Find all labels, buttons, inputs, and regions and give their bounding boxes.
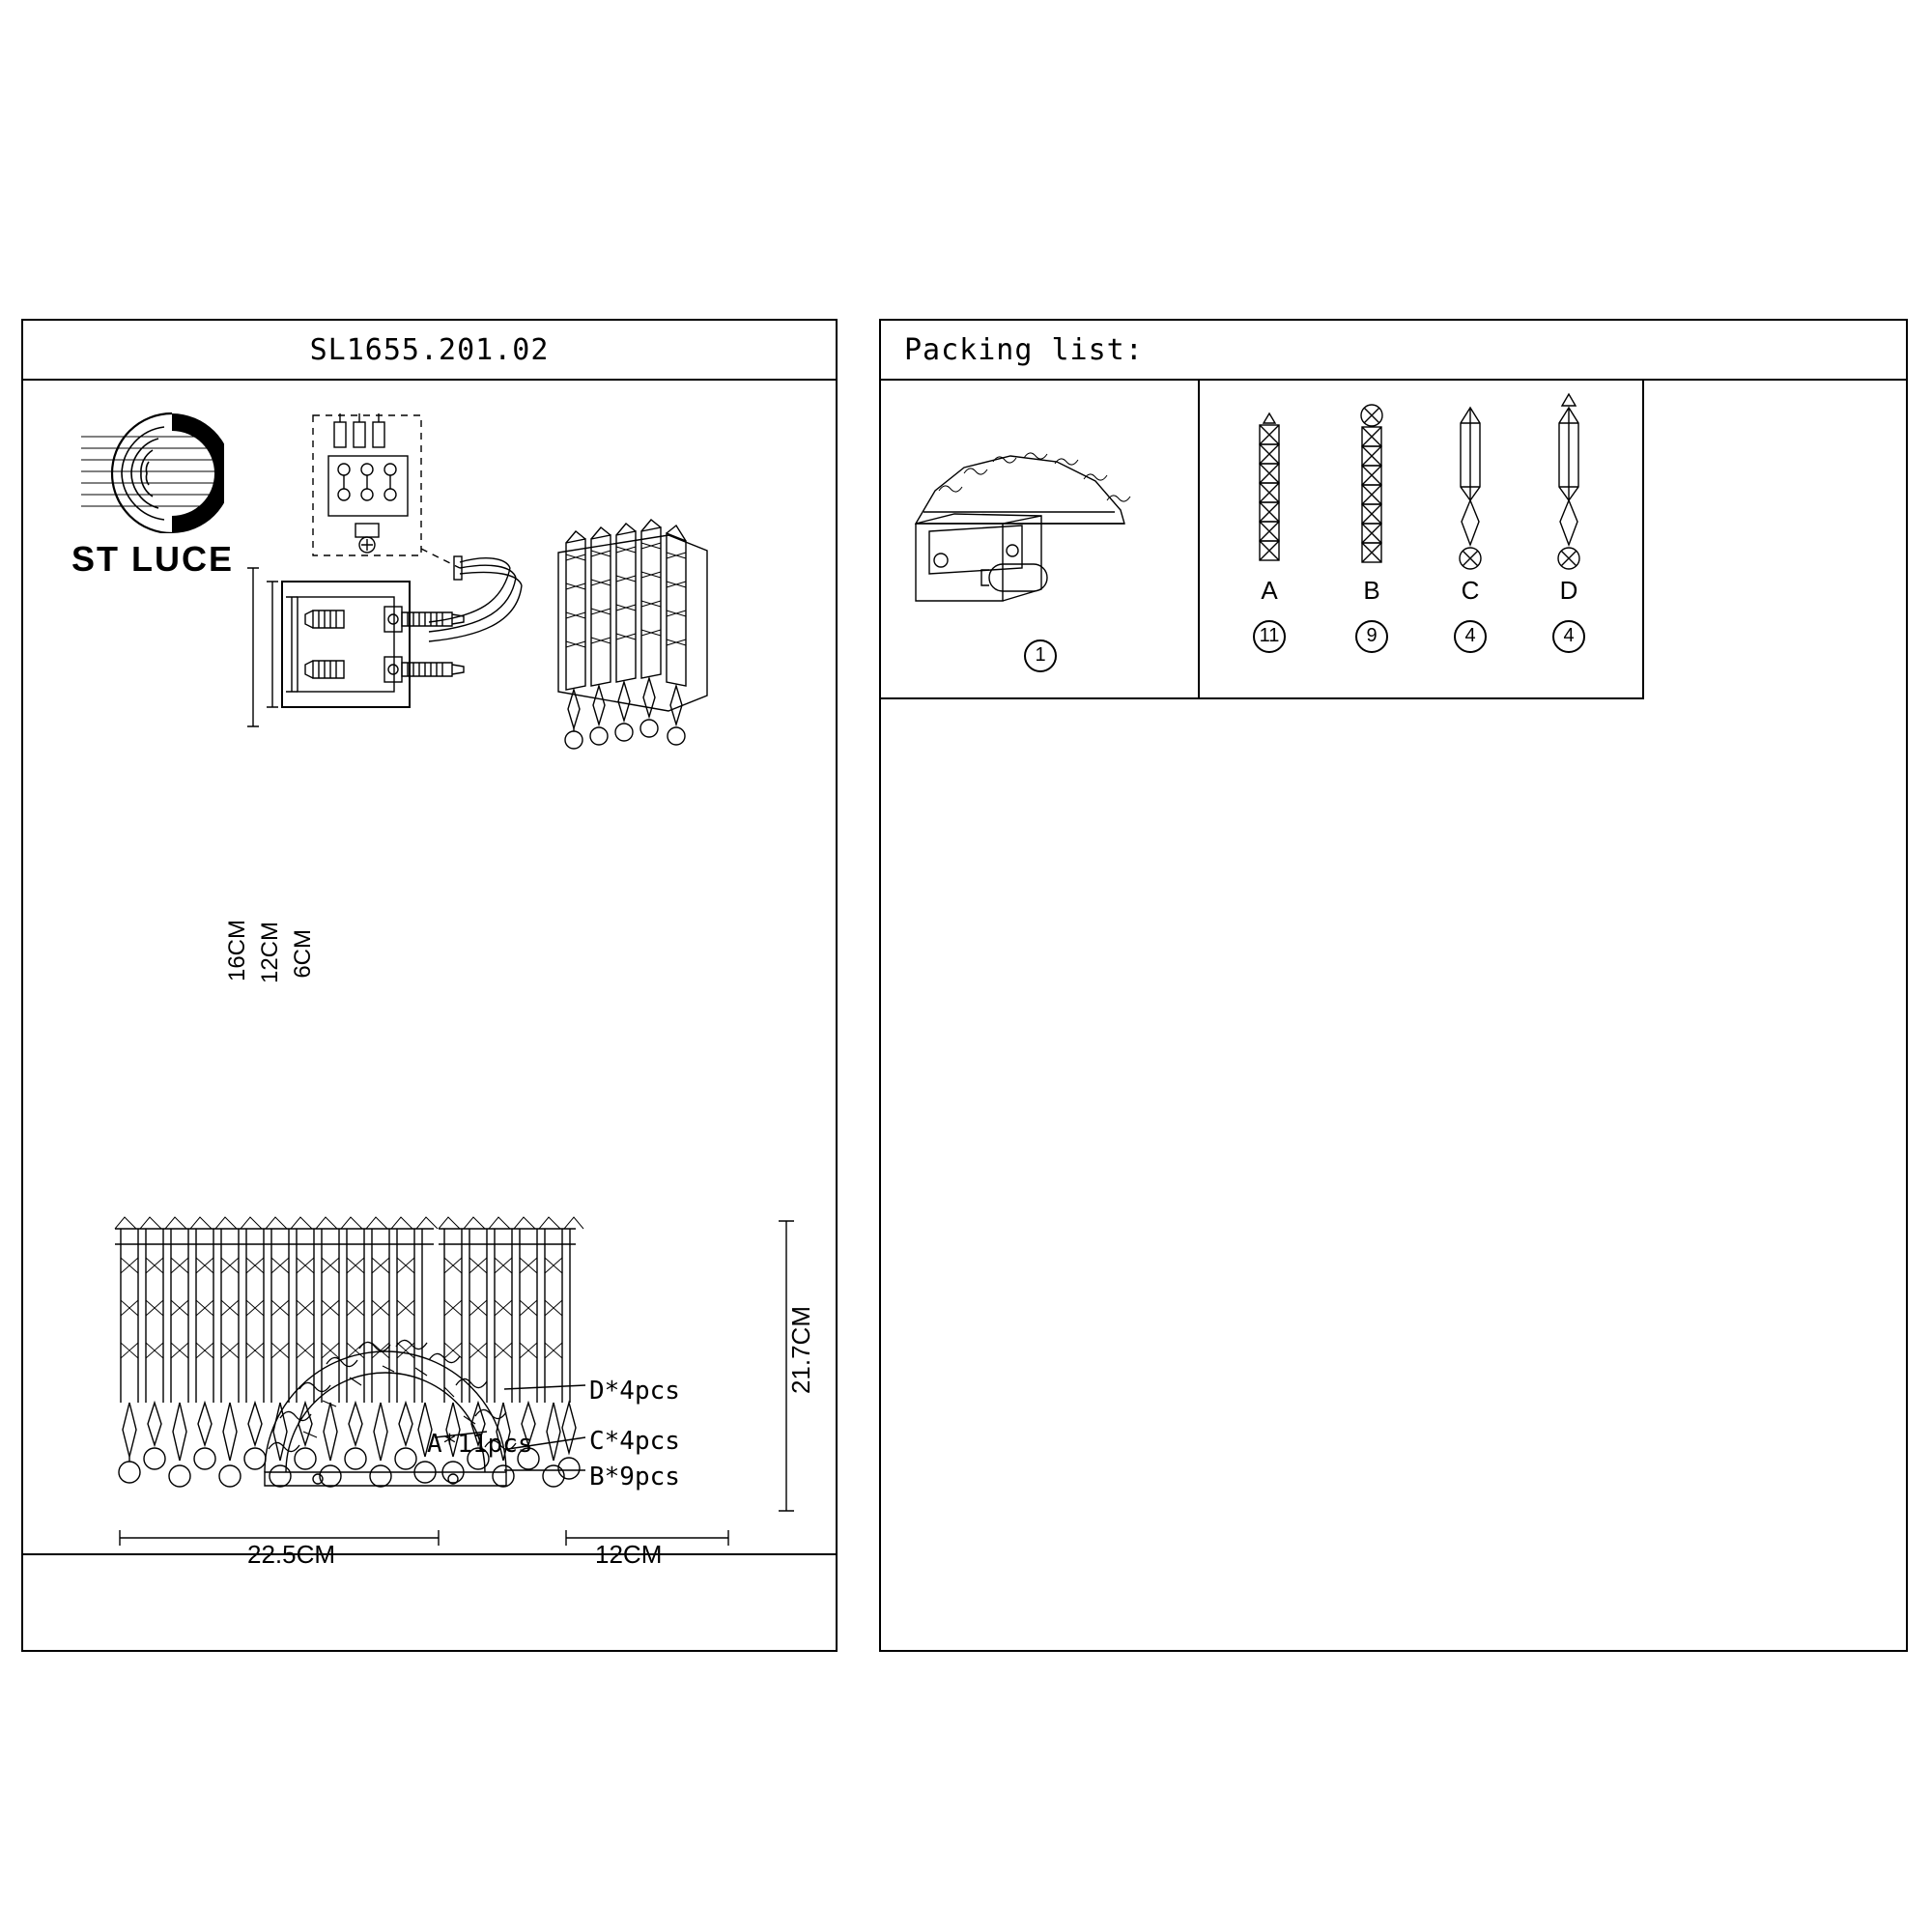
arc-callout-diagram bbox=[245, 1287, 786, 1499]
front-width-dim: 22.5CM bbox=[247, 1540, 336, 1569]
bracket-outer-dim: 16CM bbox=[224, 920, 250, 982]
bracket-inner-dim: 6CM bbox=[290, 929, 316, 979]
packing-list-title: Packing list: bbox=[904, 333, 1144, 367]
model-code: SL1655.201.02 bbox=[309, 333, 550, 367]
height-dim: 21.7CM bbox=[786, 1306, 815, 1395]
part-label-b: B bbox=[1363, 576, 1380, 605]
product-drawing-panel bbox=[21, 319, 838, 1652]
brand-name: ST LUCE bbox=[71, 539, 234, 579]
packing-cell-parts bbox=[1200, 381, 1644, 699]
part-count-d bbox=[1540, 620, 1598, 653]
packing-cell-main-unit bbox=[881, 381, 1200, 699]
callout-b: B*9pcs bbox=[589, 1463, 680, 1492]
part-label-a: A bbox=[1261, 576, 1278, 605]
bracket-mid-dim: 12CM bbox=[257, 922, 283, 984]
footer-bar bbox=[23, 1553, 836, 1650]
main-unit-count-badge: 1 bbox=[1024, 639, 1057, 672]
part-count-b bbox=[1343, 620, 1401, 653]
main-unit-icon bbox=[896, 398, 1182, 620]
part-count-c bbox=[1441, 620, 1499, 653]
main-unit-count bbox=[881, 639, 1200, 672]
part-count-a-badge: 11 bbox=[1253, 620, 1286, 653]
part-count-a bbox=[1240, 620, 1298, 653]
part-label-d: D bbox=[1559, 576, 1578, 605]
side-width-dim: 12CM bbox=[595, 1540, 663, 1569]
part-count-b-badge: 9 bbox=[1355, 620, 1388, 653]
part-count-c-badge: 4 bbox=[1454, 620, 1487, 653]
callout-a: A*11pcs bbox=[427, 1430, 533, 1459]
part-label-c: C bbox=[1461, 576, 1480, 605]
packing-list-panel bbox=[879, 319, 1908, 1652]
callout-d: D*4pcs bbox=[589, 1377, 680, 1406]
callout-c: C*4pcs bbox=[589, 1427, 680, 1456]
part-count-d-badge: 4 bbox=[1552, 620, 1585, 653]
